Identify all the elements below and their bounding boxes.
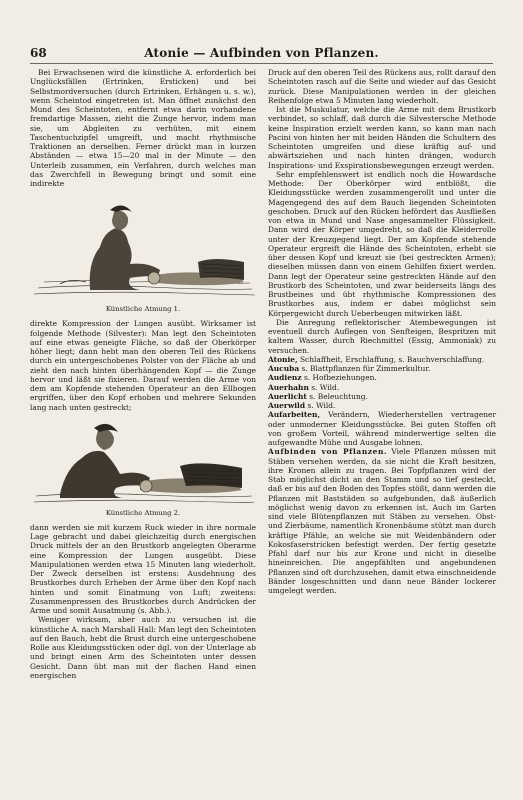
paragraph: Bei Erwachsenen wird die künstliche A. erforderlich bei Unglücksfällen (Ertrinken, Ersticken) und bei Selbstmordversuchen (durch Ertrinken, Erhängen u. s. w.), wenn Scheintod eingetreten ist. Man öffnet zunächst den Mund des Scheintoten, entfernt etwa darin vorhandene fremdartige Massen, zieht die Zunge hervor, indem man sie, um Abgleiten zu verhüten, mit einem Taschentuchzipfel umgreift, und macht rhythmische Traktionen an derselben. Ferner drückt man in kurzen Abständen — etwa 15—20 mal in der Minute — den Unterleib zusammen, ein Verfahren, durch welches man das Zwerchfell in Bewegung bringt und somit eine indirekte [30,68,256,188]
engraving-image [30,416,256,508]
entry-headword: Audienz [268,373,302,383]
lexicon-entry [268,447,496,595]
lexicon-entry [268,383,496,392]
entry-text: Verändern, Wiederherstellen vertragener oder unmoderner Kleidungsstücke. Bei guten Stoffen oft von großem Vorteil, während minderwertige selten die aufgewandte Mühe und Ausgabe lohnen. [268,410,496,447]
engraving-image [30,192,256,304]
figure-caption: Künstliche Atmung 2. [105,508,181,517]
entry-headword: Auerwild [268,401,306,410]
paragraph: Sehr empfehlenswert ist endlich noch die Howardsche Methode: Der Oberkörper wird entblößt, die Kleidungsstücke werden zusammengerollt und unter die Magengegend des auf dem Bauch liegenden Scheintoten geschoben. Druck auf den Rücken befördert das Ausfließen von etwa in Mund und Nase angesammelter Flüssigkeit. Dann wird der Körper umgedreht, so daß die Kleiderrolle unter der Kreuzgegend liegt. Der am Kopfende stehende Operateur ergreift die Hände des Scheintoten, erhebt sie über dessen Kopf und kreuzt sie (bei gestreckten Armen); dieselben müssen dann von einem Gehilfen fixiert werden. Dann legt der Operateur seine gestreckten Hände auf den Brustkorb des Scheintoten, und zwar beiderseits längs des Brustbeines und übt rhythmische Kompressionen des Brustkorbes aus, indem er dabei möglichst sein Körpergewicht durch Ueberbeugen mitwirken läßt. [268,169,496,318]
paragraph: Die Anregung reflektorischer Atembewegungen ist eventuell durch Auflegen von Senfteigen, Bespritzen mit kaltem Wasser, durch Riechmittel (Essig, Ammoniak) zu versuchen. [268,317,496,355]
paragraph: Weniger wirksam, aber auch zu versuchen ist die künstliche A. nach Marshall Hall: Man legt den Scheintoten auf den Bauch, hebt die Brust durch eine untergeschobene Rolle aus Kleidungsstücken oder dgl. von der Unterlage ab und bringt einen Arm des Scheintoten unter dessen Gesicht. Dann übt man mit der flachen Hand einen energischen [30,615,257,680]
lexicon-entry [268,392,496,401]
lexicon-entry [268,355,496,364]
right-column [268,68,496,595]
paragraph: Ist die Muskulatur, welche die Arme mit dem Brustkorb verbindet, so schlaff, daß durch die Silvestersche Methode keine Inspiration erzielt werden kann, so kann man nach Pacini von hinten her mit beiden Händen die Schultern des Scheintoten umgreifen und diese kräftig auf- und abwärtsziehen und nach hinten drängen, wodurch Inspirations- und Exspirationsbewegungen erzeugt werden. [268,105,496,170]
page-number: 68 [30,46,47,60]
entry-headword: Aucuba [268,364,300,373]
paragraph: Druck auf den oberen Teil des Rückens aus, rollt darauf den Scheintoten rasch auf die Seite und wieder auf das Gesicht zurück. Diese Manipulationen werden in der gleichen Reihenfolge etwa 5 Minuten lang wiederholt. [268,68,496,105]
entry-text: s. Blattpflanzen für Zimmerkultur. [299,364,431,373]
illustration-artificial-respiration-2 [30,416,256,518]
paragraph: direkte Kompression der Lungen ausübt. Wirksamer ist folgende Methode (Silvester): Man legt den Scheintoten auf eine etwas geneigte Fläche, so daß der Oberkörper höher liegt; dann hebt man den oberen Teil des Rückens durch ein untergeschobenes Polster von der Fläche ab und zieht den nach hinten überhängenden Kopf — die Zunge hervor und läßt sie fixieren. Darauf werden die Arme von dem am Kopfende stehenden Operateur an den Ellbogen ergriffen, über den Kopf erhoben und mehrere Sekunden lang nach unten gestreckt; [30,319,256,412]
lexicon-entry [268,410,496,447]
running-title: Atonie — Aufbinden von Pflanzen. [144,46,379,60]
entry-headword: Atonie, [268,354,298,364]
entry-text: Schlaffheit, Erschlaffung, s. Bauchverschlaffung. [297,354,485,364]
entry-headword: Aufbinden von Pflanzen. [268,447,388,457]
lexicon-entry [268,401,496,410]
entry-text: Viele Pflanzen müssen mit Stäben versehen werden, da sie nicht die Kraft besitzen, ihre Kronen allein zu tragen. Bei Topfpflanzen wird der Stab möglichst dicht an den Stamm und so tief gesteckt, daß er bis auf den Boden des Topfes stößt, dann werden die Pflanzen mit Baststäden so aufgebunden, daß äußerlich möglichst wenig davon zu erkennen ist. Auch im Garten sind viele Blütenpflanzen mit Stäben zu versehen. Obst- und Zierbäume, namentlich Kronenbäume stützt man durch kräftige Pfähle, an welche sie mit Weidenbändern oder Kokosfaserstricken befestigt werden. Der fertig gesetzte Pfahl darf nur bis zur Krone und nicht in dieselbe hineinreichen. Die angepfählten und angebundenen Pflanzen sind oft durchzusehen, damit etwa einschneidende Bänder losgeschnitten und dann neue Bänder lockerer umgelegt werden. [268,447,496,595]
entry-text: s. Wild. [305,401,336,410]
page-header [30,46,493,62]
entry-text: s. Wild. [308,382,340,392]
entry-text: s. Beleuchtung. [306,391,368,401]
paragraph: dann werden sie mit kurzem Ruck wieder in ihre normale Lage gebracht und dabei gleichzeitig durch energischen Druck mittels der an den Brustkorb angelegten Oberarme eine Kompression der Lungen ausgeübt. Diese Manipulationen werden etwa 15 Minuten lang wiederholt. Der Zweck derselben ist erstens: Ausdehnung des Brustkorbes durch Erheben der Arme über den Kopf nach hinten und somit Einatmung von Luft; zweitens: Zusammenpressen des Brustkorbes durch Andrücken der Arme und somit Ausatmung (s. Abb.). [30,522,256,615]
entry-headword: Auerlicht [268,391,307,401]
entry-headword: Aufarbeiten, [268,410,321,420]
lexicon-entry [268,373,496,382]
header-rule [30,63,493,64]
entry-headword: Auerhahn [268,382,309,392]
entry-text: s. Hofbeziehungen. [301,373,377,383]
left-column [30,68,256,680]
illustration-artificial-respiration-1 [30,192,256,314]
lexicon-entry [268,364,496,373]
figure-caption: Künstliche Atmung 1. [105,305,181,314]
